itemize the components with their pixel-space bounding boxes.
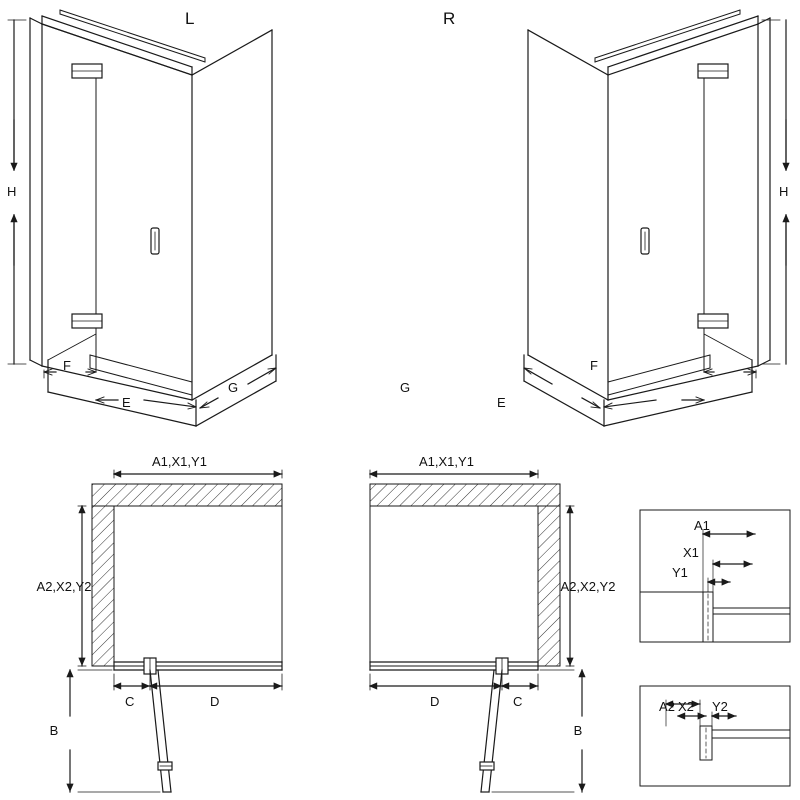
plan-left-dim-d: D — [210, 694, 220, 709]
iso-right-label-e: E — [497, 395, 506, 410]
iso-left-label-e: E — [122, 395, 131, 410]
plan-right-dim-d: D — [430, 694, 440, 709]
iso-left-label-f: F — [63, 358, 71, 373]
title-left: L — [185, 9, 195, 28]
plan-right-dim-c: C — [513, 694, 523, 709]
detail-top-label-y1: Y1 — [672, 565, 688, 580]
iso-left-height-label: H — [7, 184, 17, 199]
plan-left-dim-c: C — [125, 694, 135, 709]
iso-left-view — [8, 10, 276, 426]
plan-left-view — [70, 470, 282, 792]
iso-right-view — [524, 10, 789, 426]
detail-top-label-a1: A1 — [694, 518, 710, 533]
iso-left-label-g: G — [228, 380, 239, 395]
iso-right-label-g: G — [400, 380, 411, 395]
detail-bottom-label-x2: X2 — [678, 699, 694, 714]
iso-right-label-f: F — [590, 358, 598, 373]
plan-right-view — [370, 470, 582, 792]
iso-right-height-label: H — [779, 184, 789, 199]
plan-left-dim-b: B — [49, 723, 59, 738]
title-right: R — [443, 9, 456, 28]
detail-bottom-label-a2: A2 — [659, 699, 675, 714]
detail-bottom-label-y2: Y2 — [712, 699, 728, 714]
detail-top-label-x1: X1 — [683, 545, 699, 560]
detail-top-view — [640, 510, 790, 642]
plan-right-dim-b: B — [573, 723, 583, 738]
plan-right-side-dim: A2,X2,Y2 — [560, 579, 616, 594]
plan-right-top-dim: A1,X1,Y1 — [419, 454, 474, 469]
plan-left-side-dim: A2,X2,Y2 — [36, 579, 92, 594]
plan-left-top-dim: A1,X1,Y1 — [152, 454, 207, 469]
